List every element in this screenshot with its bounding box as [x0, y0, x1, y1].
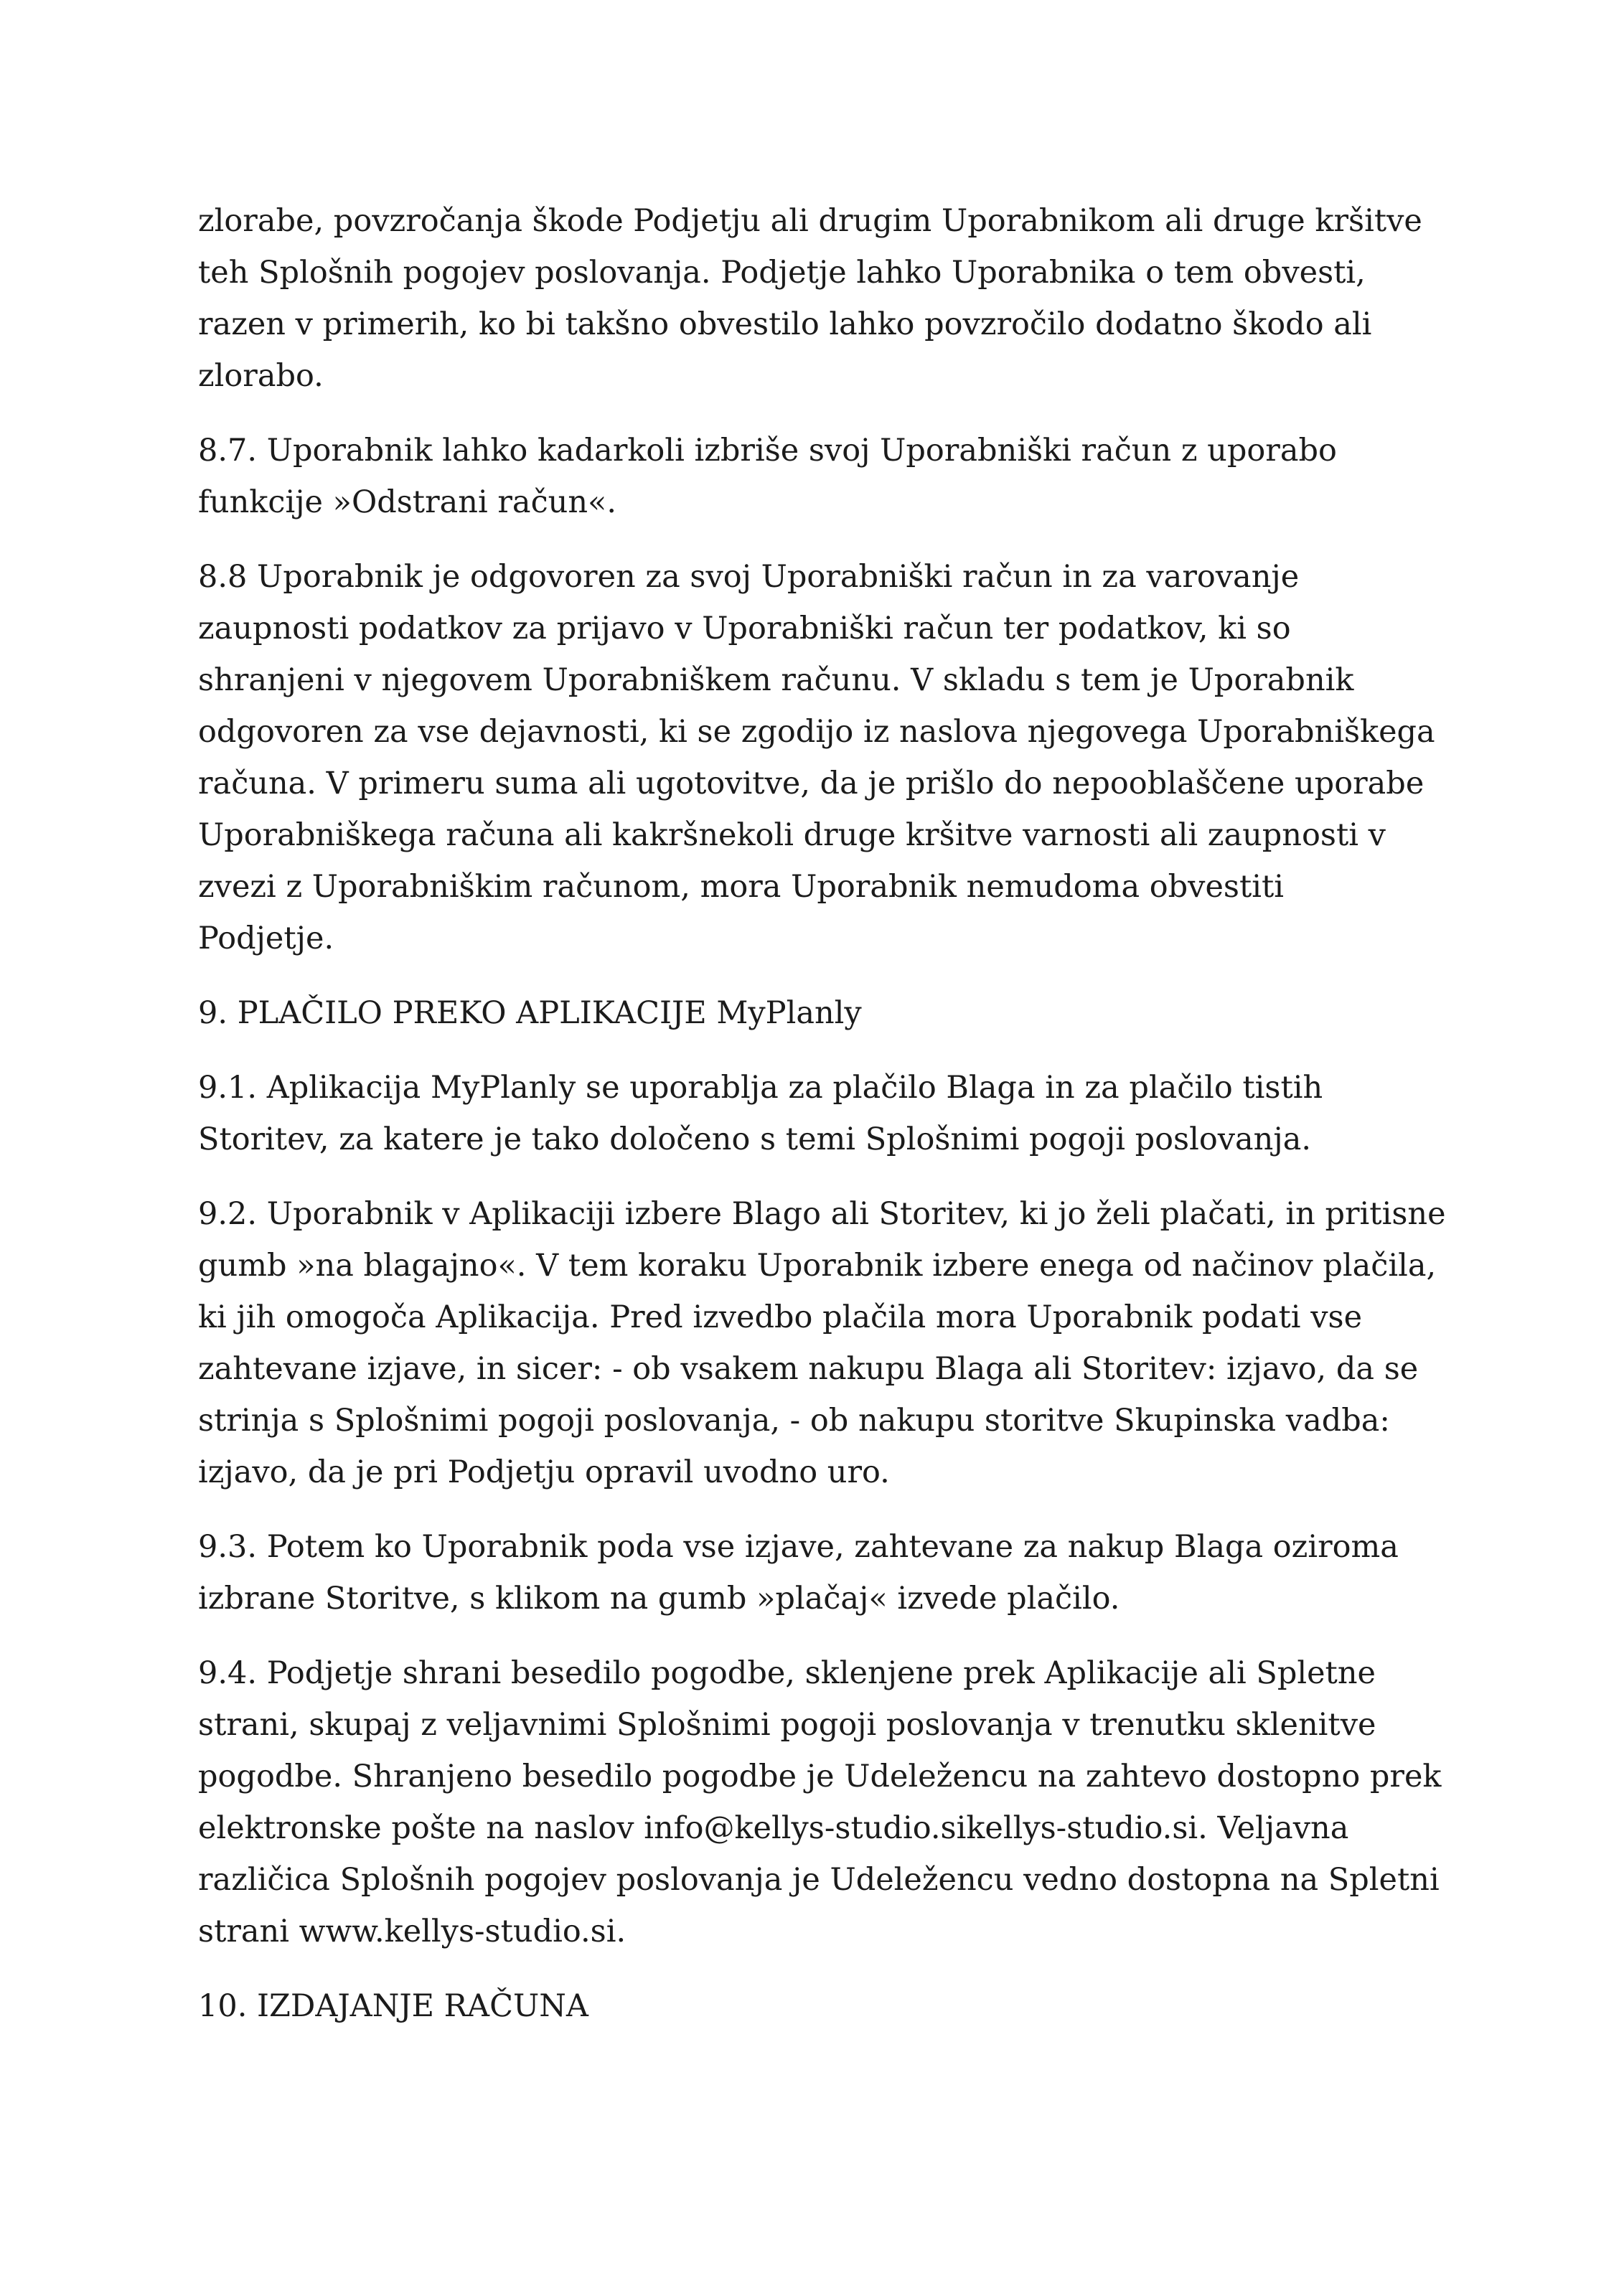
- text-line: zlorabe, povzročanja škode Podjetju ali drugim Uporabnikom ali druge kršitve: [198, 203, 1422, 239]
- text-line: 9.1. Aplikacija MyPlanly se uporablja za plačilo Blaga in za plačilo tistih: [198, 1070, 1323, 1106]
- paragraph-continuation: [198, 195, 1447, 402]
- paragraph-9-3: [198, 1521, 1447, 1624]
- text-line: različica Splošnih pogojev poslovanja je Udeležencu vedno dostopna na Spletni: [198, 1862, 1440, 1898]
- text-line: zahtevane izjave, in sicer: - ob vsakem nakupu Blaga ali Storitev: izjavo, da se: [198, 1351, 1419, 1387]
- text-line: računa. V primeru suma ali ugotovitve, da je prišlo do nepooblaščene uporabe: [198, 766, 1424, 801]
- text-line: izbrane Storitve, s klikom na gumb »plačaj« izvede plačilo.: [198, 1581, 1120, 1617]
- text-line: Uporabniškega računa ali kakršnekoli druge kršitve varnosti ali zaupnosti v: [198, 817, 1386, 853]
- heading-text: 9. PLAČILO PREKO APLIKACIJE MyPlanly: [198, 995, 862, 1031]
- heading-text: 10. IZDAJANJE RAČUNA: [198, 1988, 588, 2024]
- document-page: [198, 195, 1447, 2055]
- text-line: 9.3. Potem ko Uporabnik poda vse izjave, zahtevane za nakup Blaga oziroma: [198, 1529, 1399, 1565]
- text-line: zaupnosti podatkov za prijavo v Uporabniški račun ter podatkov, ki so: [198, 611, 1291, 646]
- text-line: strani www.kellys-studio.si.: [198, 1914, 626, 1949]
- text-line: Storitev, za katere je tako določeno s temi Splošnimi pogoji poslovanja.: [198, 1121, 1312, 1157]
- text-line: shranjeni v njegovem Uporabniškem računu. V skladu s tem je Uporabnik: [198, 662, 1354, 698]
- section-heading-10: [198, 1980, 1447, 2032]
- paragraph-9-4: [198, 1647, 1447, 1957]
- text-line: Podjetje.: [198, 921, 334, 956]
- text-line: pogodbe. Shranjeno besedilo pogodbe je Udeležencu na zahtevo dostopno prek: [198, 1759, 1442, 1794]
- text-line: izjavo, da je pri Podjetju opravil uvodno uro.: [198, 1454, 890, 1490]
- text-line: strinja s Splošnimi pogoji poslovanja, - ob nakupu storitve Skupinska vadba:: [198, 1403, 1390, 1439]
- text-line: odgovoren za vse dejavnosti, ki se zgodijo iz naslova njegovega Uporabniškega: [198, 714, 1435, 750]
- text-line: teh Splošnih pogojev poslovanja. Podjetje lahko Uporabnika o tem obvesti,: [198, 255, 1366, 291]
- text-line: 8.8 Uporabnik je odgovoren za svoj Uporabniški račun in za varovanje: [198, 559, 1300, 595]
- section-heading-9: [198, 987, 1447, 1039]
- text-line: 8.7. Uporabnik lahko kadarkoli izbriše svoj Uporabniški račun z uporabo: [198, 433, 1337, 469]
- text-line: 9.4. Podjetje shrani besedilo pogodbe, sklenjene prek Aplikacije ali Spletne: [198, 1655, 1376, 1691]
- paragraph-9-2: [198, 1188, 1447, 1498]
- text-line: 9.2. Uporabnik v Aplikaciji izbere Blago ali Storitev, ki jo želi plačati, in pritisne: [198, 1196, 1446, 1232]
- text-line: strani, skupaj z veljavnimi Splošnimi pogoji poslovanja v trenutku sklenitve: [198, 1707, 1376, 1743]
- text-line: zvezi z Uporabniškim računom, mora Uporabnik nemudoma obvestiti: [198, 869, 1285, 905]
- text-line: razen v primerih, ko bi takšno obvestilo lahko povzročilo dodatno škodo ali: [198, 306, 1372, 342]
- text-line: ki jih omogoča Aplikacija. Pred izvedbo plačila mora Uporabnik podati vse: [198, 1299, 1363, 1335]
- paragraph-8-8: [198, 551, 1447, 964]
- paragraph-8-7: [198, 425, 1447, 528]
- text-line: funkcije »Odstrani račun«.: [198, 484, 617, 520]
- text-line: elektronske pošte na naslov info@kellys-studio.sikellys-studio.si. Veljavna: [198, 1810, 1349, 1846]
- text-line: gumb »na blagajno«. V tem koraku Uporabnik izbere enega od načinov plačila,: [198, 1248, 1437, 1284]
- paragraph-9-1: [198, 1062, 1447, 1165]
- text-line: zlorabo.: [198, 358, 324, 394]
